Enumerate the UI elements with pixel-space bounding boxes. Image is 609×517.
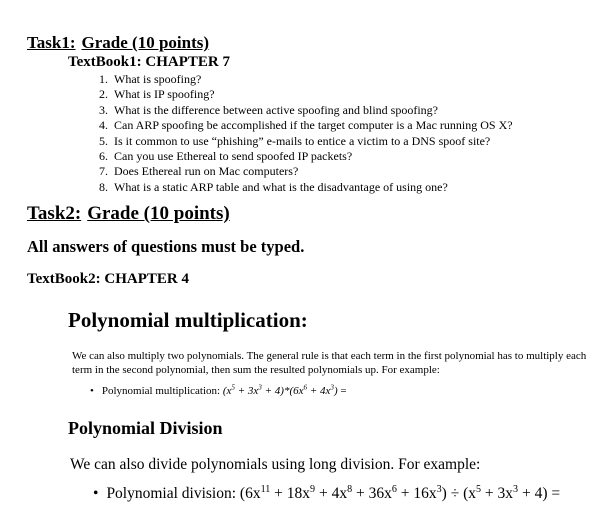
task2-title	[27, 203, 230, 225]
poly-div-bullet-label: Polynomial division:	[106, 485, 237, 502]
poly-mult-expression: $(x^5 + 3x^3 + 4)*(6x^6 + 4x^3)$ =	[222, 383, 347, 397]
poly-mult-bullet-label: Polynomial multiplication:	[101, 385, 221, 397]
question-item: 3. What is the difference between active spoofing and blind spoofing?	[99, 102, 439, 117]
question-item: 7. Does Ethereal run on Mac computers?	[99, 164, 299, 179]
task1-label: Task1:	[27, 33, 76, 52]
poly-div-bullet	[93, 485, 560, 503]
typing-instruction: All answers of questions must be typed.	[27, 237, 305, 256]
textbook2-heading: TextBook2: CHAPTER 4	[27, 271, 189, 287]
poly-mult-paragraph: We can also multiply two polynomials. The general rule is that each term in the first polynomial has to multiply each term in the second polynomial, then sum the resulted polynomials up. For example:	[72, 350, 587, 376]
question-item: 1. What is spoofing?	[99, 72, 202, 86]
poly-mult-bullet	[90, 385, 347, 397]
bullet-dot: •	[93, 485, 99, 502]
task1-question-list	[82, 72, 513, 195]
question-item: 5. Is it common to use “phishing” e-mails to entice a victim to a DNS spoof site?	[99, 133, 491, 148]
bullet-dot: •	[90, 385, 94, 397]
task2-label: Task2:	[27, 203, 82, 224]
question-item: 6. Can you use Ethereal to send spoofed IP packets?	[99, 148, 353, 163]
textbook1-heading: TextBook1: CHAPTER 7	[68, 54, 230, 70]
task2-grade: Grade (10 points)	[87, 203, 230, 224]
poly-div-expression: $(6x^{11} + 18x^9 + 4x^8 + 36x^6 + 16x^3) \div (x^5 + 3x^3 + 4)$ =	[239, 483, 561, 502]
poly-div-heading: Polynomial Division	[68, 418, 223, 438]
question-item: 8. What is a static ARP table and what is the disadvantage of using one?	[99, 179, 448, 194]
poly-mult-heading: Polynomial multiplication:	[68, 308, 308, 332]
question-item: 4. Can ARP spoofing be accomplished if the target computer is a Mac running OS X?	[99, 118, 513, 133]
task1-title	[27, 33, 209, 53]
question-item: 2. What is IP spoofing?	[99, 87, 215, 102]
poly-div-paragraph: We can also divide polynomials using long division. For example:	[70, 456, 481, 473]
task1-grade: Grade (10 points)	[81, 33, 210, 52]
